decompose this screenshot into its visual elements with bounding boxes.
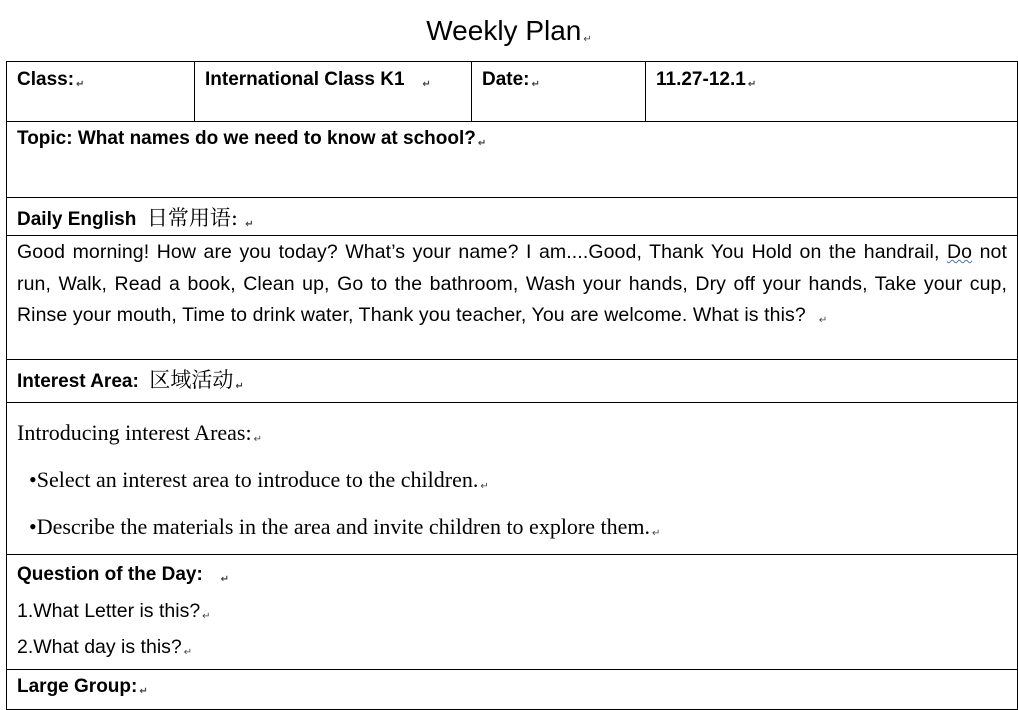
weekly-plan-table [6,61,1018,710]
question-item: 1.What Letter is this? ↵ [17,599,211,622]
paragraph-mark: ↵ [477,138,487,149]
paragraph-mark: ↵ [747,79,757,90]
topic-cell: Topic: What names do we need to know at school? ↵ [7,122,1018,198]
question-of-day-label: Question of the Day: ↵ [17,564,230,585]
question-of-day-row [7,555,1018,670]
interest-bullet: •Describe the materials in the area and invite children to explore them. ↵ [29,514,661,539]
question-item: 2.What day is this? ↵ [17,636,193,658]
interest-intro: Introducing interest Areas: ↵ [17,420,262,445]
paragraph-mark: ↵ [76,79,85,90]
paragraph-mark: ↵ [531,79,540,90]
topic-row [7,122,1018,198]
large-group-cell: Large Group: ↵ [7,669,1018,709]
question-of-day-cell [7,555,1018,670]
daily-english-text-cell: Good morning! How are you today? What’s your name? I am....Good, Thank You Hold on the handrail, Do not run, Walk, Read a book, Clean up, Go to the bathroom, Wash your hands, Dry off your hands, Take your cup, Rinse your mouth, Time to drink water, Thank you teacher, You are welcome. What is this? ↵ [7,236,1018,360]
paragraph-mark: ↵ [583,34,592,45]
paragraph-mark: ↵ [202,610,211,622]
daily-english-label-row [7,198,1018,236]
class-label-cell: Class: ↵ [7,62,195,122]
paragraph-mark: ↵ [245,219,254,230]
paragraph-mark: ↵ [183,647,193,658]
header-row [7,62,1018,122]
daily-english-label-cell: Daily English 日常用语: ↵ [7,198,1018,236]
interest-area-body-cell [7,403,1018,555]
interest-area-label-row [7,360,1018,403]
spell-check-flag: Do [946,241,973,263]
class-value-cell: International Class K1 ↵ [195,62,472,122]
paragraph-mark: ↵ [652,528,661,539]
page-title: Weekly Plan ↵ [426,15,592,46]
paragraph-mark: ↵ [220,574,230,585]
daily-english-text-row [7,236,1018,360]
interest-area-body-row [7,403,1018,555]
date-label-cell: Date: ↵ [472,62,646,122]
paragraph-mark: ↵ [139,685,148,697]
date-value-cell: 11.27-12.1 ↵ [646,62,1018,122]
interest-bullet: •Select an interest area to introduce to the children. ↵ [29,467,489,492]
paragraph-mark: ↵ [253,434,262,445]
paragraph-mark: ↵ [422,79,431,90]
interest-area-label-cell: Interest Area: 区域活动 ↵ [7,360,1018,403]
paragraph-mark: ↵ [480,481,489,492]
paragraph-mark: ↵ [818,315,828,326]
paragraph-mark: ↵ [235,381,244,392]
large-group-row [7,669,1018,709]
